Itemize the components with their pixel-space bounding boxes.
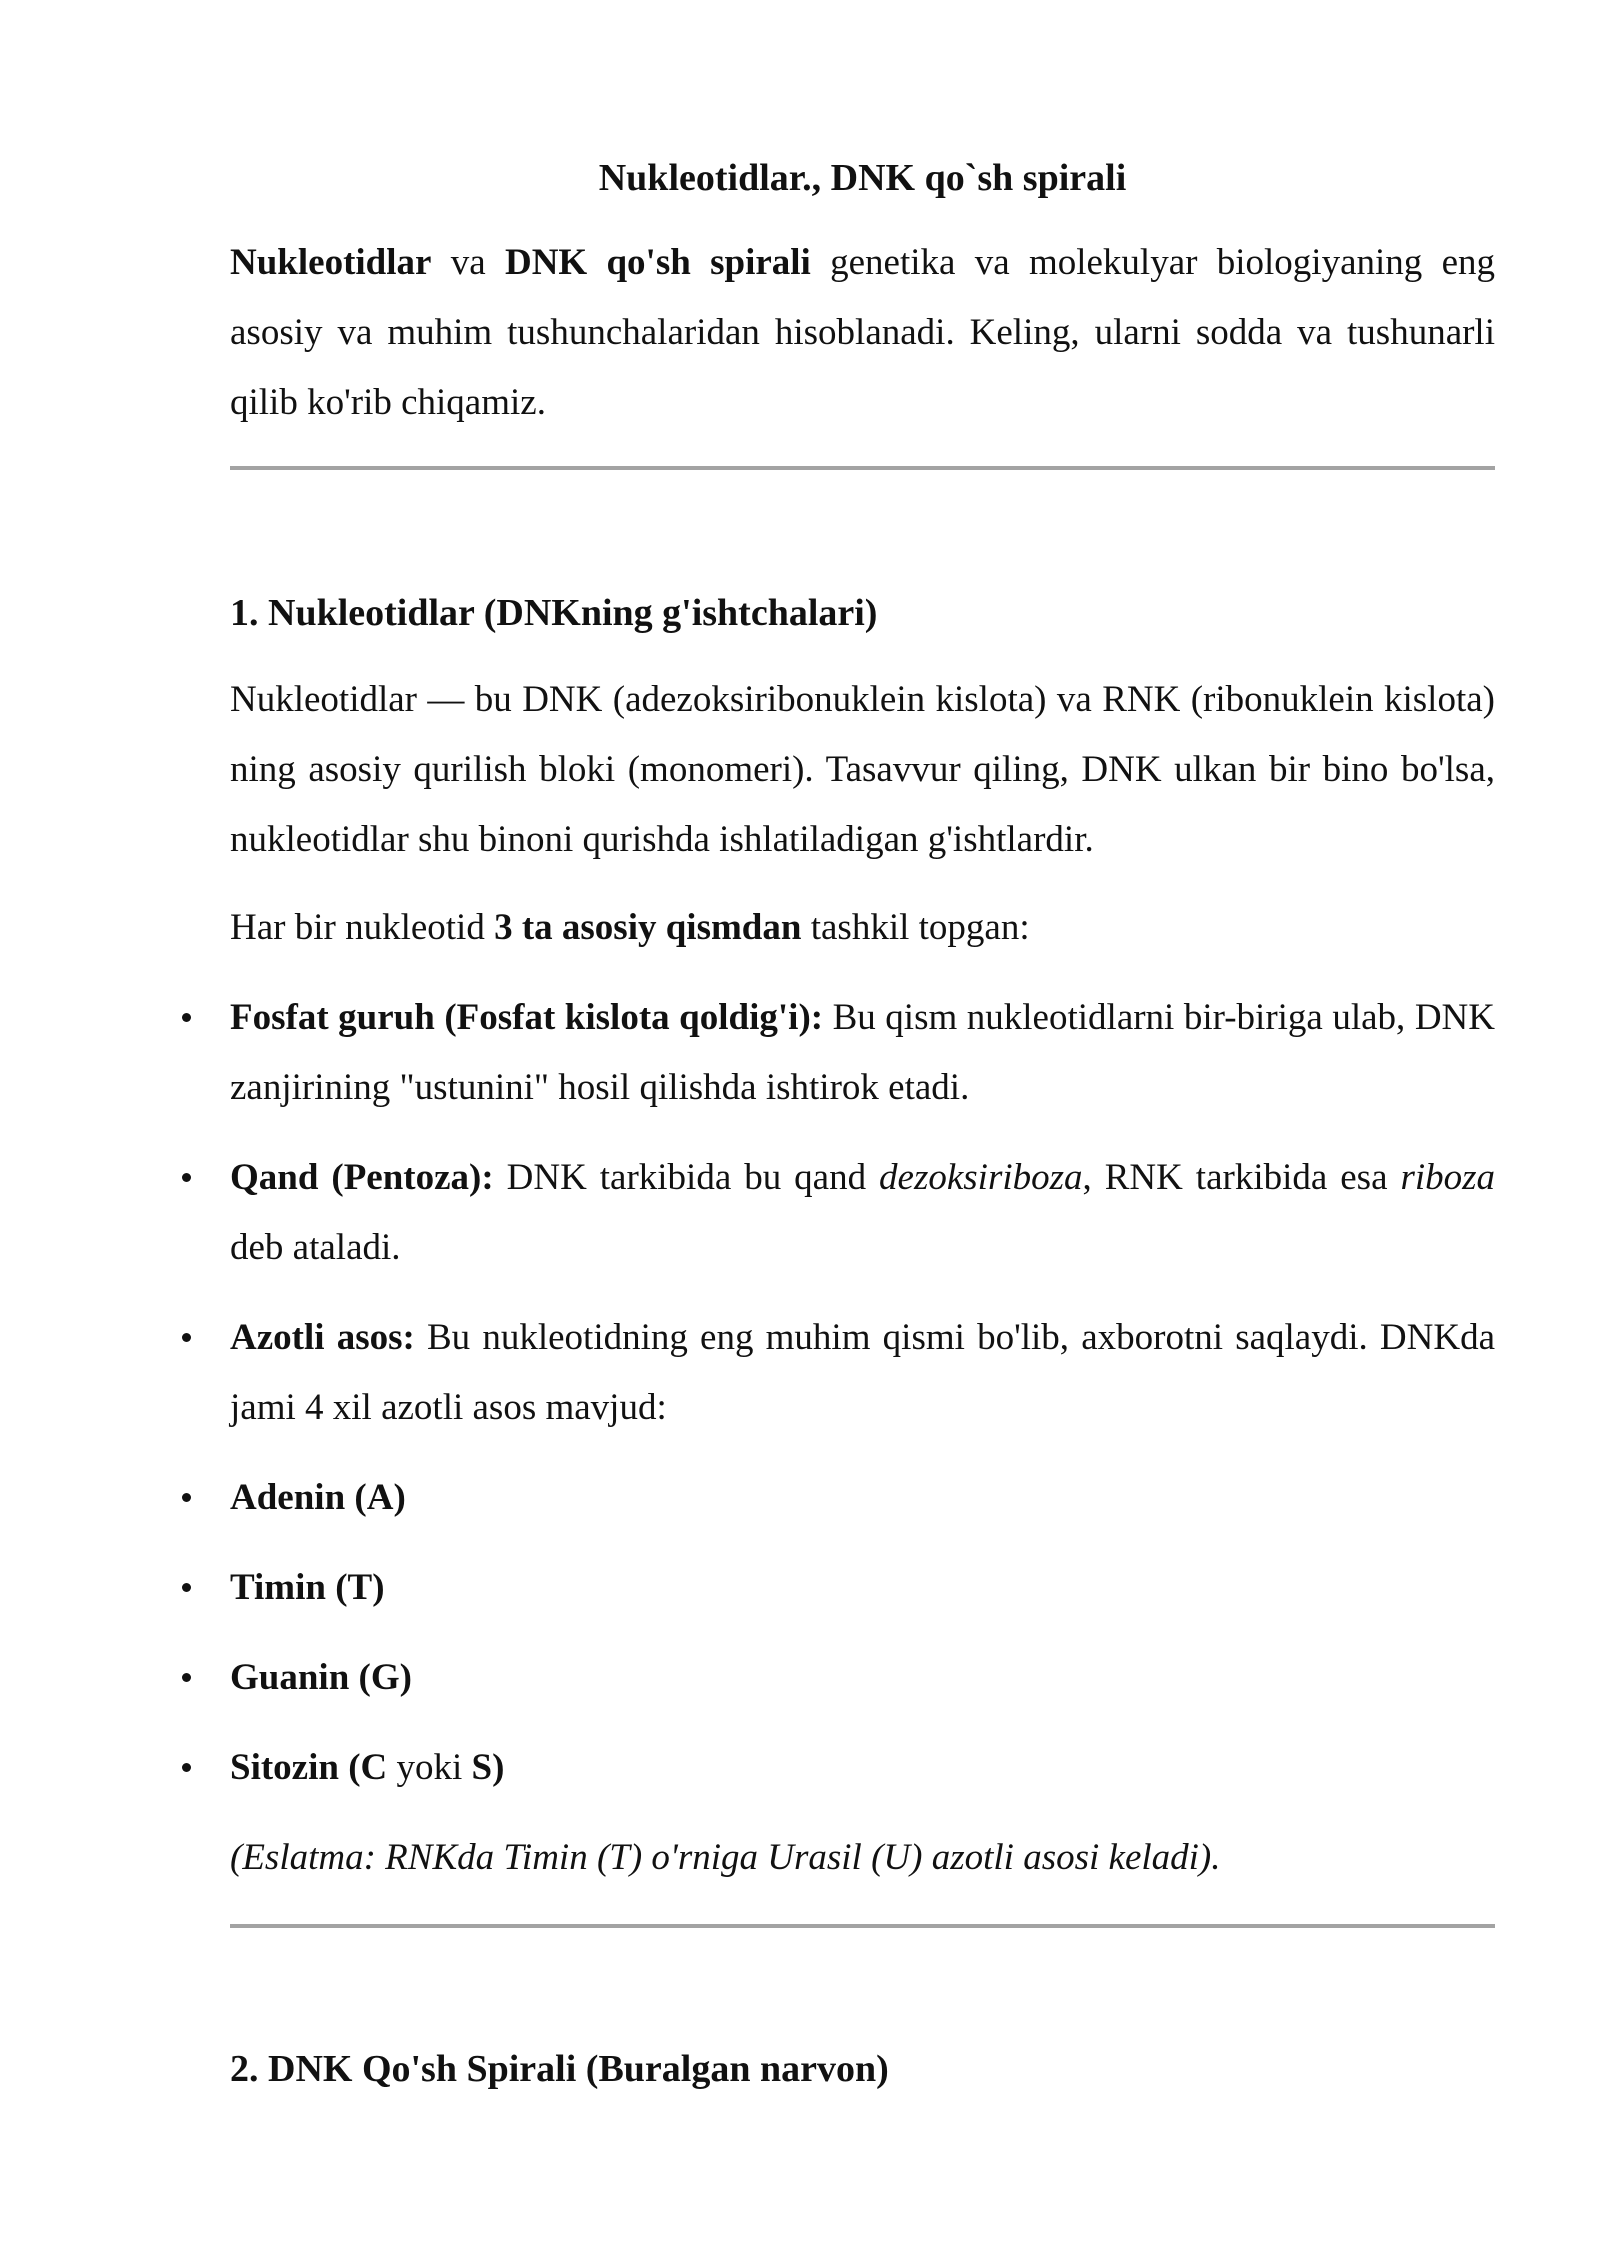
bullet-icon — [182, 1333, 191, 1342]
list-item-body: , RNK tarkibida esa — [1082, 1157, 1401, 1198]
list-item-body: Bu qism nukleotidlarni bir-biriga ulab, DNK zanjirining "ustunini" hosil qilishda ishtirok etadi. — [230, 997, 1495, 1108]
bullet-icon — [182, 1673, 191, 1682]
intro-paragraph — [230, 228, 1495, 438]
list-item — [230, 1643, 1495, 1713]
list-item-text — [230, 1553, 1495, 1623]
base-adenin: Adenin (A) — [230, 1477, 406, 1518]
section1-parts-intro — [230, 893, 1495, 963]
list-item-text — [230, 1303, 1495, 1443]
list-item — [230, 1553, 1495, 1623]
list-item — [230, 983, 1495, 1123]
section1-paragraph: Nukleotidlar — bu DNK (adezoksiribonuklein kislota) va RNK (ribonuklein kislota) ning asosiy qurilish bloki (monomeri). Tasavvur qiling, DNK ulkan bir bino bo'lsa, nukleotidlar shu binoni qurishda ishlatiladigan g'ishtlardir. — [230, 679, 1495, 860]
section2-heading: 2. DNK Qo'sh Spirali (Buralgan narvon) — [230, 2048, 889, 2090]
list-item-text — [230, 983, 1495, 1123]
list-item — [230, 1303, 1495, 1443]
horizontal-rule — [230, 1924, 1495, 1928]
base-timin: Timin (T) — [230, 1567, 385, 1608]
bullet-icon — [182, 1173, 191, 1182]
list-item-body: DNK tarkibida bu qand — [493, 1157, 880, 1198]
intro-bold-dnk: DNK qo'sh spirali — [504, 242, 811, 283]
list-item-body: deb ataladi. — [230, 1227, 401, 1268]
list-item-text — [230, 1643, 1495, 1713]
horizontal-rule — [230, 466, 1495, 470]
parts-intro-text: Har bir nukleotid — [230, 907, 495, 948]
bullet-icon — [182, 1583, 191, 1592]
intro-text-rest: genetika va molekulyar biologiyaning eng asosiy va muhim tushunchalaridan hisoblanadi. Keling, ularni sodda va tushunarli qilib ko'rib chiqamiz. — [230, 242, 1495, 423]
base-sitozin-bold: Sitozin (C — [230, 1747, 388, 1788]
note-text: (Eslatma: RNKda Timin (T) o'rniga Urasil (U) azotli asosi keladi). — [230, 1837, 1221, 1878]
list-item — [230, 1463, 1495, 1533]
base-sitozin-text: yoki — [387, 1747, 472, 1788]
list-item-italic: riboza — [1400, 1157, 1496, 1198]
bullet-icon — [182, 1013, 191, 1022]
list-item-bold: Fosfat guruh (Fosfat kislota qoldig'i): — [230, 997, 824, 1038]
intro-bold-nukleotidlar: Nukleotidlar — [230, 242, 432, 283]
list-item-text — [230, 1463, 1495, 1533]
list-item-italic: dezoksiriboza — [879, 1157, 1083, 1198]
parts-intro-text-end: tashkil topgan: — [801, 907, 1030, 948]
intro-text-va: va — [431, 242, 505, 283]
list-item — [230, 1733, 1495, 1803]
section1-heading: 1. Nukleotidlar (DNKning g'ishtchalari) — [230, 592, 878, 634]
list-item — [230, 1143, 1495, 1283]
list-item-body: Bu nukleotidning eng muhim qismi bo'lib, axborotni saqlaydi. DNKda jami 4 xil azotli asos mavjud: — [230, 1317, 1495, 1428]
list-item-text — [230, 1143, 1495, 1283]
base-sitozin-bold-s: S) — [471, 1747, 505, 1788]
bullet-icon — [182, 1763, 191, 1772]
list-item-bold: Qand (Pentoza): — [230, 1157, 494, 1198]
bullet-icon — [182, 1493, 191, 1502]
base-guanin: Guanin (G) — [230, 1657, 412, 1698]
parts-intro-bold: 3 ta asosiy qismdan — [494, 907, 802, 948]
document-title: Nukleotidlar., DNK qo`sh spirali — [598, 157, 1127, 199]
list-item-text — [230, 1733, 1495, 1803]
list-item-bold: Azotli asos: — [230, 1317, 415, 1358]
